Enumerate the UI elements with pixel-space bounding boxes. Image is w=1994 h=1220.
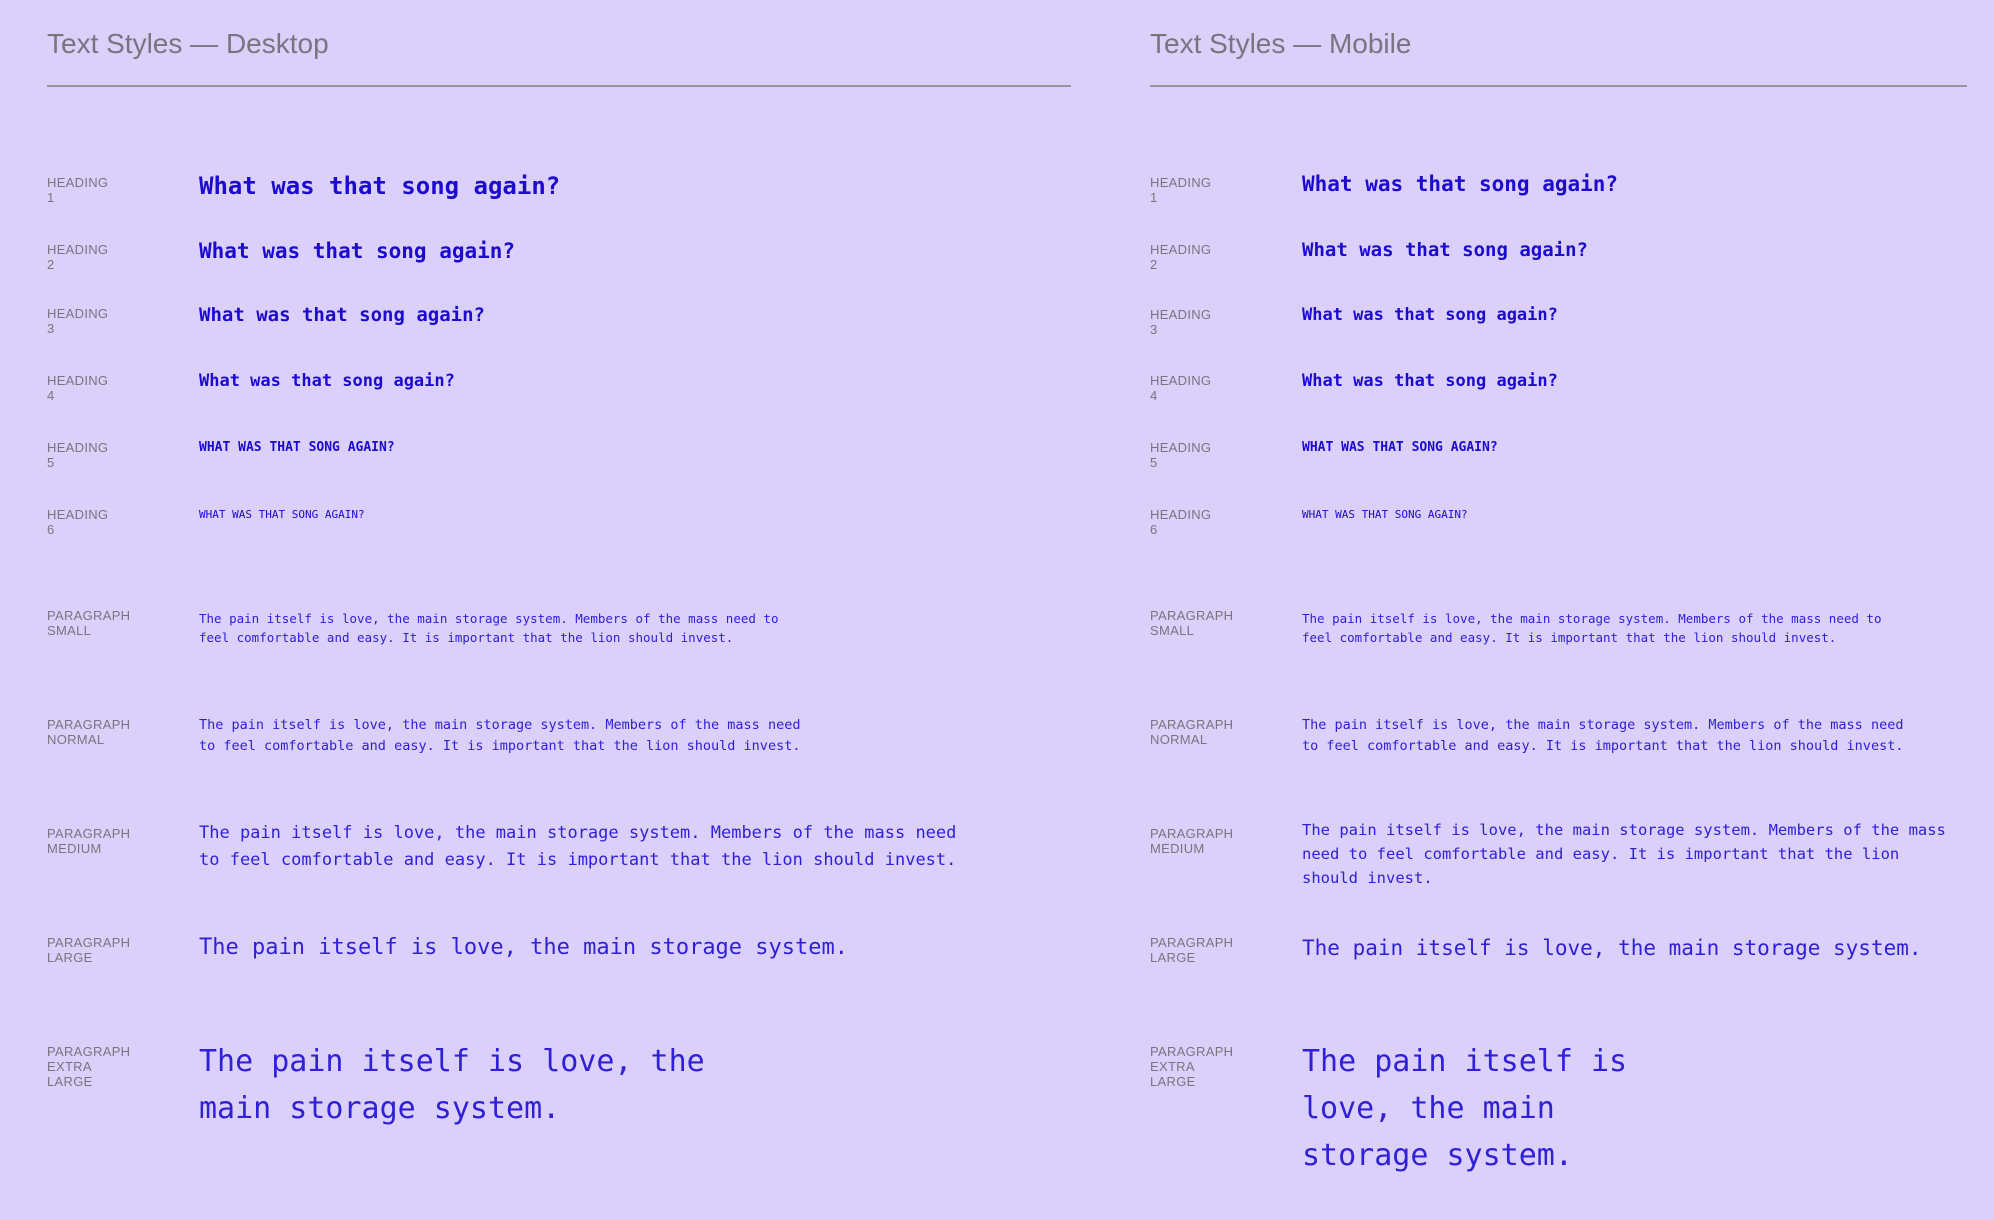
style-label: PARAGRAPH MEDIUM	[1150, 826, 1234, 856]
style-label: HEADING 4	[1150, 373, 1212, 403]
style-label: PARAGRAPH EXTRA LARGE	[1150, 1044, 1234, 1089]
paragraph-normal-sample: The pain itself is love, the main storage system. Members of the mass need to feel comfortable and easy. It is important that the lion should invest.	[1302, 717, 1904, 754]
heading-1-sample: What was that song again?	[1302, 172, 1619, 196]
style-label: PARAGRAPH NORMAL	[1150, 717, 1234, 747]
paragraph-large-sample: The pain itself is love, the main storage system.	[1302, 936, 1922, 960]
mobile-title-divider	[1150, 85, 1967, 87]
paragraph-normal-sample: The pain itself is love, the main storage system. Members of the mass need to feel comfortable and easy. It is important that the lion should invest.	[199, 717, 801, 754]
style-label: HEADING 4	[47, 373, 109, 403]
style-label: PARAGRAPH EXTRA LARGE	[47, 1044, 131, 1089]
paragraph-large-sample: The pain itself is love, the main storage system.	[199, 935, 849, 960]
heading-4-sample: What was that song again?	[199, 371, 455, 391]
desktop-title-divider	[47, 85, 1071, 87]
style-label: HEADING 3	[1150, 307, 1212, 337]
paragraph-extra-large-sample: The pain itself is love, the main storage system.	[199, 1044, 705, 1126]
style-label: PARAGRAPH SMALL	[1150, 608, 1234, 638]
style-label: PARAGRAPH MEDIUM	[47, 826, 131, 856]
style-label: PARAGRAPH SMALL	[47, 608, 131, 638]
paragraph-small-sample: The pain itself is love, the main storage system. Members of the mass need to feel comfortable and easy. It is important that the lion should invest.	[199, 611, 779, 645]
desktop-panel	[47, 0, 1071, 1220]
style-label: HEADING 2	[1150, 242, 1212, 272]
paragraph-medium-sample: The pain itself is love, the main storage system. Members of the mass need to feel comfortable and easy. It is important that the lion should invest.	[199, 823, 957, 870]
paragraph-extra-large-sample: The pain itself is love, the main storage system.	[1302, 1044, 1628, 1173]
heading-3-sample: What was that song again?	[199, 304, 485, 326]
heading-2-sample: What was that song again?	[1302, 239, 1588, 261]
heading-4-sample: What was that song again?	[1302, 371, 1558, 391]
style-label: HEADING 5	[47, 440, 109, 470]
style-label: HEADING 2	[47, 242, 109, 272]
style-label: HEADING 3	[47, 306, 109, 336]
style-label: HEADING 1	[1150, 175, 1212, 205]
paragraph-medium-sample: The pain itself is love, the main storage system. Members of the mass need to feel comfortable and easy. It is important that the lion should invest.	[1302, 821, 1946, 887]
heading-5-sample: WHAT WAS THAT SONG AGAIN?	[199, 440, 395, 455]
style-label: HEADING 5	[1150, 440, 1212, 470]
style-label: HEADING 6	[47, 507, 109, 537]
mobile-panel-title: Text Styles — Mobile	[1150, 28, 1412, 59]
heading-5-sample: WHAT WAS THAT SONG AGAIN?	[1302, 440, 1498, 455]
style-label: PARAGRAPH NORMAL	[47, 717, 131, 747]
paragraph-small-sample: The pain itself is love, the main storage system. Members of the mass need to feel comfortable and easy. It is important that the lion should invest.	[1302, 611, 1882, 645]
heading-1-sample: What was that song again?	[199, 172, 561, 200]
style-label: HEADING 1	[47, 175, 109, 205]
style-label: PARAGRAPH LARGE	[47, 935, 131, 965]
heading-6-sample: WHAT WAS THAT SONG AGAIN?	[1302, 508, 1468, 521]
style-label: PARAGRAPH LARGE	[1150, 935, 1234, 965]
heading-2-sample: What was that song again?	[199, 239, 516, 263]
mobile-panel	[1150, 0, 1967, 1220]
desktop-panel-title: Text Styles — Desktop	[47, 28, 329, 59]
heading-3-sample: What was that song again?	[1302, 305, 1558, 325]
heading-6-sample: WHAT WAS THAT SONG AGAIN?	[199, 508, 365, 521]
style-label: HEADING 6	[1150, 507, 1212, 537]
